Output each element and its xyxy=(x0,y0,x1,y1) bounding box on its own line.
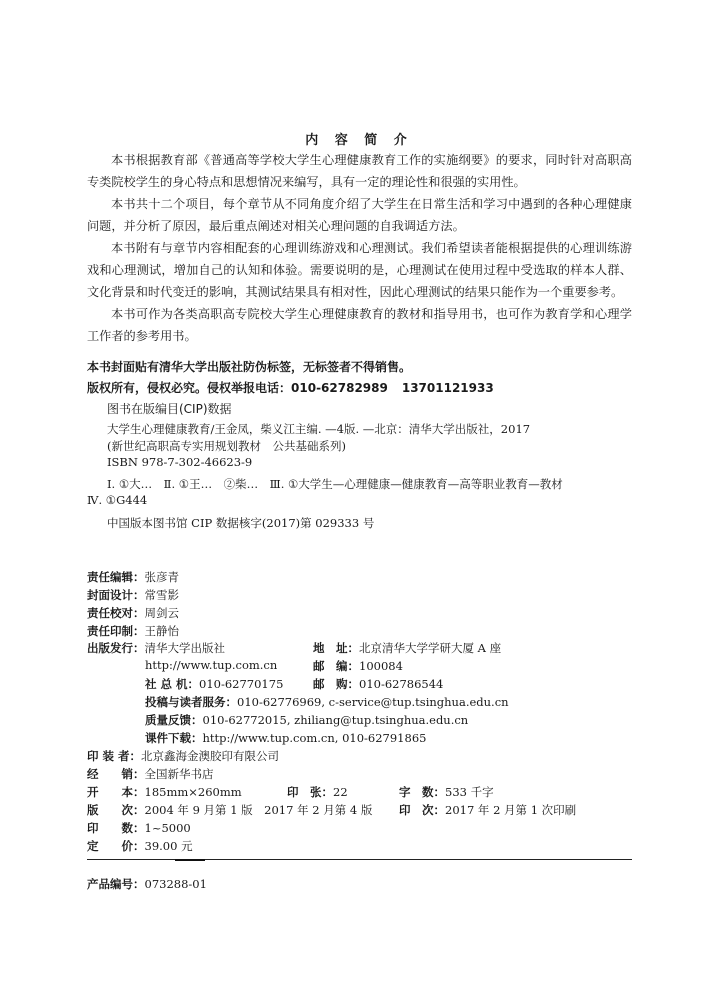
credit-label: 出版发行： xyxy=(87,641,145,655)
copyright-label: 版权所有，侵权必究。侵权举报电话： xyxy=(87,381,292,395)
cip-classification: Ⅰ. ①大… Ⅱ. ①王… ②柴… Ⅲ. ①大学生—心理健康—健康教育—高等职业教育—教材 xyxy=(107,477,563,491)
credit-publisher xyxy=(87,640,225,656)
product-code xyxy=(87,876,207,892)
credit-website: http://www.tup.com.cn xyxy=(145,658,278,672)
credit-label: 印 数： xyxy=(87,821,145,835)
cip-isbn: ISBN 978-7-302-46623-9 xyxy=(107,455,253,469)
credit-label: 邮 购： xyxy=(313,677,359,691)
credit-label: 邮 编： xyxy=(313,659,359,673)
intro-paragraph-4: 本书可作为各类高职高专院校大学生心理健康教育的教材和指导用书，也可作为教育学和心理学工作者的参考用书。 xyxy=(87,307,632,343)
credit-value: 39.00 元 xyxy=(144,839,193,853)
credit-label: 质量反馈： xyxy=(145,713,203,727)
credit-label: 开 本： xyxy=(87,785,145,799)
credit-label: 字 数： xyxy=(399,785,445,799)
credit-value: http://www.tup.com.cn, 010-62791865 xyxy=(202,731,427,745)
credit-label: 封面设计： xyxy=(87,588,145,602)
credit-value: 533 千字 xyxy=(445,785,494,799)
credit-switchboard xyxy=(145,676,283,692)
credit-value: 2017 年 2 月第 1 次印刷 xyxy=(445,803,577,817)
credit-reader-service xyxy=(145,694,509,710)
credit-value: 周剑云 xyxy=(144,606,179,620)
divider-line xyxy=(87,859,632,860)
product-label: 产品编号： xyxy=(87,877,145,891)
intro-paragraph-3: 本书附有与章节内容相配套的心理训练游戏和心理测试。我们希望读者能根据提供的心理训练游戏和心理测试，增加自己的认知和体验。需要说明的是，心理测试在使用过程中受选取的样本人群、文化背景和时代变迁的影响，其测试结果具有相对性，因此心理测试的结果只能作为一个重要参考。 xyxy=(87,241,632,299)
credit-quality xyxy=(145,712,468,728)
credit-sheets xyxy=(287,784,348,800)
cip-classification-2: Ⅳ. ①G444 xyxy=(87,493,148,507)
credit-label: 经 销： xyxy=(87,767,145,781)
credit-label: 印 装 者： xyxy=(87,749,142,763)
divider-accent xyxy=(175,859,205,861)
credit-value: 王静怡 xyxy=(144,624,179,638)
credit-value: 1~5000 xyxy=(144,821,191,835)
credit-label: 版 次： xyxy=(87,803,145,817)
credit-label: 责任印制： xyxy=(87,624,145,638)
credit-label: 责任校对： xyxy=(87,606,145,620)
cip-series: (新世纪高职高专实用规划教材 公共基础系列) xyxy=(107,439,346,453)
credit-label: 课件下载： xyxy=(145,731,203,745)
credit-label: 投稿与读者服务： xyxy=(145,695,237,709)
credit-format xyxy=(87,784,242,800)
copyright-line xyxy=(87,379,494,396)
credit-courseware xyxy=(145,730,426,746)
credit-value: 2004 年 9 月第 1 版 2017 年 2 月第 4 版 xyxy=(144,803,373,817)
cip-record: 中国版本图书馆 CIP 数据核字(2017)第 029333 号 xyxy=(107,516,375,530)
credit-print xyxy=(87,623,179,639)
credit-value: 010-62776969, c-service@tup.tsinghua.edu.cn xyxy=(237,695,509,709)
credit-value: 清华大学出版社 xyxy=(144,641,225,655)
report-phone-1: 010-62782989 xyxy=(291,381,388,395)
credit-value: 22 xyxy=(333,785,348,799)
credit-value: 010-62772015, zhiliang@tup.tsinghua.edu.cn xyxy=(202,713,469,727)
credit-label: 印 张： xyxy=(287,785,333,799)
intro-paragraph-1: 本书根据教育部《普通高等学校大学生心理健康教育工作的实施纲要》的要求，同时针对高职高专类院校学生的身心特点和思想情况来编写，具有一定的理论性和很强的实用性。 xyxy=(87,153,632,189)
credit-value: 185mm×260mm xyxy=(144,785,242,799)
credit-label: 社 总 机： xyxy=(145,677,200,691)
credit-copies xyxy=(87,820,191,836)
credit-edition xyxy=(87,802,372,818)
credit-address xyxy=(313,640,501,656)
credit-value: 北京鑫海金澳胶印有限公司 xyxy=(141,749,280,763)
cip-heading: 图书在版编目(CIP)数据 xyxy=(107,402,232,416)
credit-label: 定 价： xyxy=(87,839,145,853)
anti-counterfeit-notice: 本书封面贴有清华大学出版社防伪标签，无标签者不得销售。 xyxy=(87,360,412,374)
credit-value: 北京清华大学学研大厦 A 座 xyxy=(359,641,502,655)
credit-label: 责任编辑： xyxy=(87,570,145,584)
page-title: 内 容 简 介 xyxy=(305,133,413,148)
cip-line-1: 大学生心理健康教育/王金凤，柴义江主编. —4版. —北京：清华大学出版社，2017 xyxy=(107,422,531,436)
credit-proof xyxy=(87,605,179,621)
credit-mailorder xyxy=(313,676,443,692)
credit-value: 常雪影 xyxy=(144,588,179,602)
credit-value: 全国新华书店 xyxy=(144,767,214,781)
credit-words xyxy=(399,784,494,800)
credit-value: 100084 xyxy=(359,659,403,673)
credit-postcode xyxy=(313,658,403,674)
credit-distributor xyxy=(87,766,214,782)
credit-value: 010-62770175 xyxy=(199,677,284,691)
credit-label: 地 址： xyxy=(313,641,359,655)
credit-editor xyxy=(87,569,179,585)
credit-label: 印 次： xyxy=(399,803,445,817)
credit-cover xyxy=(87,587,179,603)
product-value: 073288-01 xyxy=(144,877,207,891)
intro-paragraph-2: 本书共十二个项目，每个章节从不同角度介绍了大学生在日常生活和学习中遇到的各种心理健康问题，并分析了原因，最后重点阐述对相关心理问题的自我调适方法。 xyxy=(87,197,632,233)
report-phone-2: 13701121933 xyxy=(401,381,494,395)
credit-printing xyxy=(399,802,576,818)
credit-value: 张彦青 xyxy=(144,570,179,584)
credit-price xyxy=(87,838,193,854)
credit-value: 010-62786544 xyxy=(359,677,444,691)
credit-printer xyxy=(87,748,279,764)
